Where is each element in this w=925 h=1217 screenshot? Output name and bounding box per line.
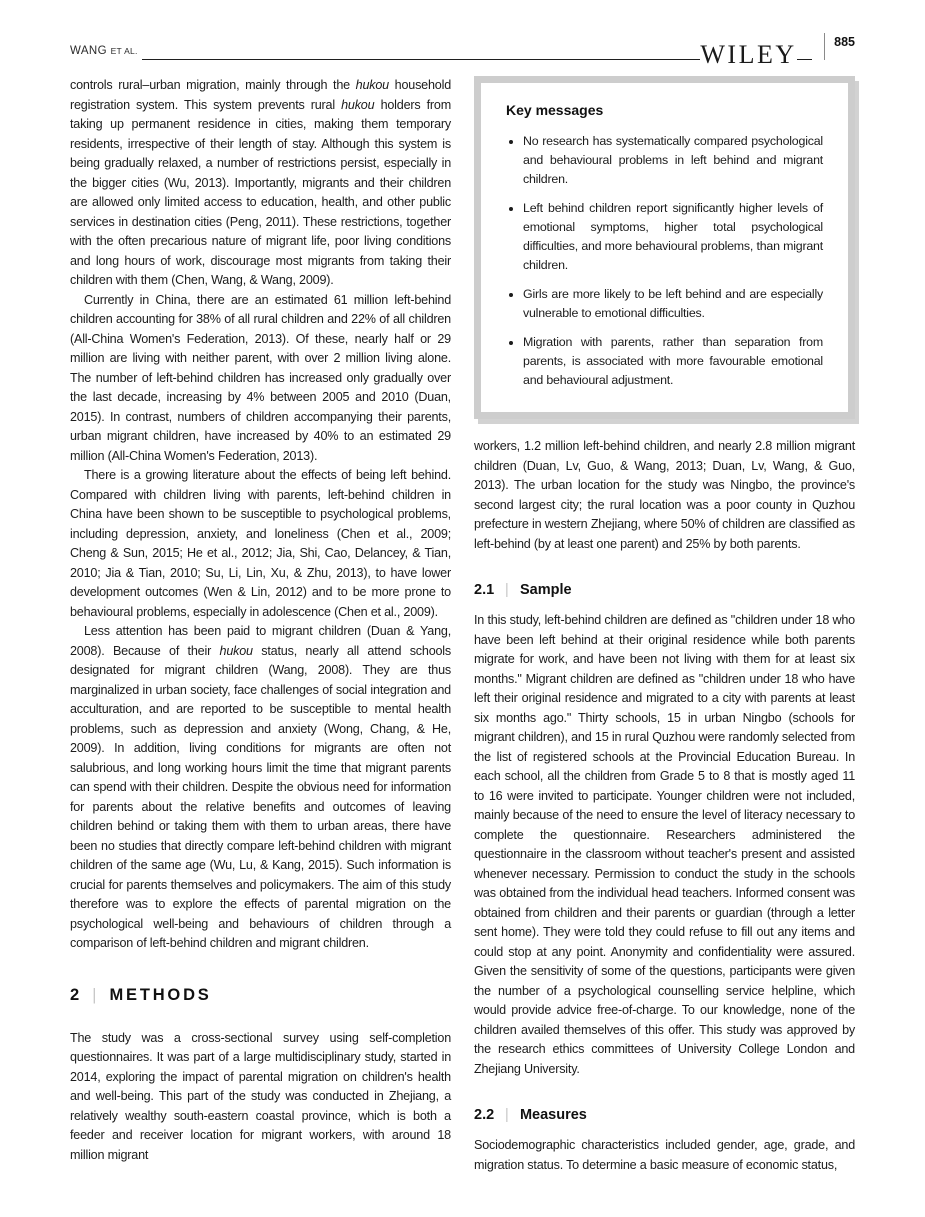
section-separator: | [506,582,509,598]
journal-page [0,28,925,1175]
paragraph-statistics: Currently in China, there are an estimated 61 million left-behind children accounting for 38% of all rural children and 22% of all children (All-China Women's Federation, 2013). Of these, nearly half or 29 million are living with neither parent, with over 2 million living alone. The number of left-behind children has increased only gradually over the last decade, increasing by 4% between 2005 and 2010 (Duan, 2015). In contrast, numbers of children accompanying their parents, urban migrant children, have increased by 40% to an estimated 29 million (All-China Women's Federation, 2013). [70,292,451,463]
italic-term-hukou: hukou [219,643,253,658]
paragraph-methods-continued: workers, 1.2 million left-behind children, and nearly 2.8 million migrant children (Duan, Lv, Guo, & Wang, 2013; Duan, Lv, Wang, & Guo, 2013). The urban location for the study was Ningbo, the province's second largest city; the rural location was a poor county in Quzhou prefecture in western Zhejiang, where 50% of children are classified as left-behind (by at least one parent) and 25% by both parents. [474,439,855,551]
key-message-item: • Left behind children report significantly higher levels of emotional symptoms, higher total psychological difficulties, and more behavioural problems, than migrant children. [523,199,823,275]
page-number-divider [824,33,826,60]
paragraph-text: controls rural–urban migration, mainly through the [70,78,356,92]
section-heading-sample [474,582,855,598]
italic-term-hukou: hukou [355,78,389,92]
key-message-item: • No research has systematically compared psychological and behavioural problems in left behind and migrant children. [523,132,823,189]
journal-brand-wordmark: WILEY [700,39,797,69]
section-number: 2.1 [474,582,495,598]
paragraph-literature: There is a growing literature about the effects of being left behind. Compared with children living with parents, left-behind children in China have been shown to be susceptible to psychological problems, including depression, anxiety, and loneliness (Chen et al., 2009; Cheng & Sun, 2015; He et al., 2012; Jia, Shi, Cao, Delancey, & Tian, 2010; Jia & Tian, 2010; Su, Li, Lin, Xu, & Zhu, 2013), to have lower development outcomes (Wen & Lin, 2012) and to be more prone to behavioural problems, especially in adolescence (Chen et al., 2009). [70,468,451,619]
section-number: 2 [70,985,80,1004]
left-column [70,76,451,1175]
page-header [70,28,855,69]
paragraph-text: Less attention has been paid to migrant children (Duan & Yang, 2008). Because of their [70,624,451,658]
key-messages-list [506,132,823,390]
section-heading-methods [70,986,451,1005]
section-separator: | [506,1107,509,1123]
header-rule-short [797,59,812,60]
italic-term-hukou: hukou [341,97,375,112]
running-head-author: WANG [70,45,107,57]
header-rule [142,59,701,60]
paragraph-measures: Sociodemographic characteristics included gender, age, grade, and migration status. To determine a basic measure of economic status, [474,1138,855,1172]
paragraph-text: household registration system. This system prevents rural [70,78,451,112]
paragraph-text: holders from taking up permanent residence in cities, making them temporary residents, irrespective of their length of stay. Although this system is being gradually relaxed, a number of restrictions persist, especially in the bigger cities (Wu, 2013). Importantly, migrants and their children are allowed only limited access to education, health, and other public services in destination cities (Peng, 2011). These restrictions, together with the often precarious nature of migrant life, poor living conditions and long hours of work, discourage most migrants from taking their children with them (Chen, Wang, & Wang, 2009). [70,97,451,287]
section-number: 2.2 [474,1107,495,1123]
running-head-suffix: ET AL. [110,46,138,56]
section-title: Sample [519,582,572,598]
right-column [474,76,855,1175]
key-message-item: • Migration with parents, rather than separation from parents, is associated with more favourable emotional and behavioural adjustment. [523,333,823,390]
running-head [70,45,138,60]
article-body [70,76,855,1175]
paragraph-text: status, nearly all attend schools designated for migrant children (Wang, 2008). They are thus marginalized in urban society, face challenges of social integration and acculturation, and are reported to be susceptible to mental health problems, such as depression and anxiety (Wong, Chang, & He, 2009). In addition, living conditions for migrants are often not salubrious, and long working hours limit the time that migrant parents can spend with their children. Despite the obvious need for information for parents about the relative benefits and outcomes of leaving children behind or taking them with them to urban areas, there have been no studies that directly compare left-behind children with migrant children of the same age (Wu, Lu, & Kang, 2015). Such information is crucial for parents themselves and policymakers. The aim of this study therefore was to explore the effects of parental migration on the psychological well-being and behaviours of children through a comparison of left-behind children and migrant children. [70,643,451,950]
key-messages-title: Key messages [506,102,604,118]
paragraph-migrant-children [70,622,451,954]
paragraph-intro-continued [70,76,451,291]
section-title: METHODS [109,985,212,1004]
key-messages-box [474,76,855,419]
paragraph-methods-intro: The study was a cross-sectional survey using self-completion questionnaires. It was part of a large multidisciplinary study, started in 2014, exploring the impact of parental migration on children's health and well-being. This part of the study was conducted in Zhejiang, a relatively wealthy south-eastern coastal province, which is both a feeder and receiver location for migrant workers, with around 18 million migrant [70,1030,451,1162]
section-title: Measures [519,1107,587,1123]
paragraph-sample: In this study, left-behind children are defined as "children under 18 who have been left behind at their original residence while both parents migrate for work, and have been not living with them for at least six months." Migrant children are defined as "children under 18 who have left their original residence and migrated to a city with parents at least six months ago." Thirty schools, 15 in urban Ningbo (schools for migrant children), and 15 in rural Quzhou were randomly selected from the list of registered schools at the Provincial Education Bureau. In each school, all the children from Grade 5 to 8 that is mostly aged 11 to 16 were invited to participate. Younger children were not included, mainly because of the need to ensure the level of literacy necessary to complete the questionnaire. Researchers administered the questionnaire in the classroom without teacher's present and assisted whenever necessary. Permission to conduct the study in the schools was obtained from the individual head teachers. Informed consent was obtained from children and their parents or guardian (through a letter sent home). They were told they could refuse to fill out any items and could stop at any point. Anonymity and confidentiality were assured. Given the sensitivity of some of the questions, participants were given the number of a psychological counselling service helpline, which would provide advice free-of-charge. To our knowledge, none of the children availed themselves of this offer. This study was approved by the research ethics committees of University College London and Zhejiang University. [474,613,855,1076]
page-number: 885 [834,35,855,49]
section-separator: | [93,985,96,1004]
section-heading-measures [474,1107,855,1123]
key-message-item: • Girls are more likely to be left behind and are especially vulnerable to emotional difficulties. [523,285,823,323]
